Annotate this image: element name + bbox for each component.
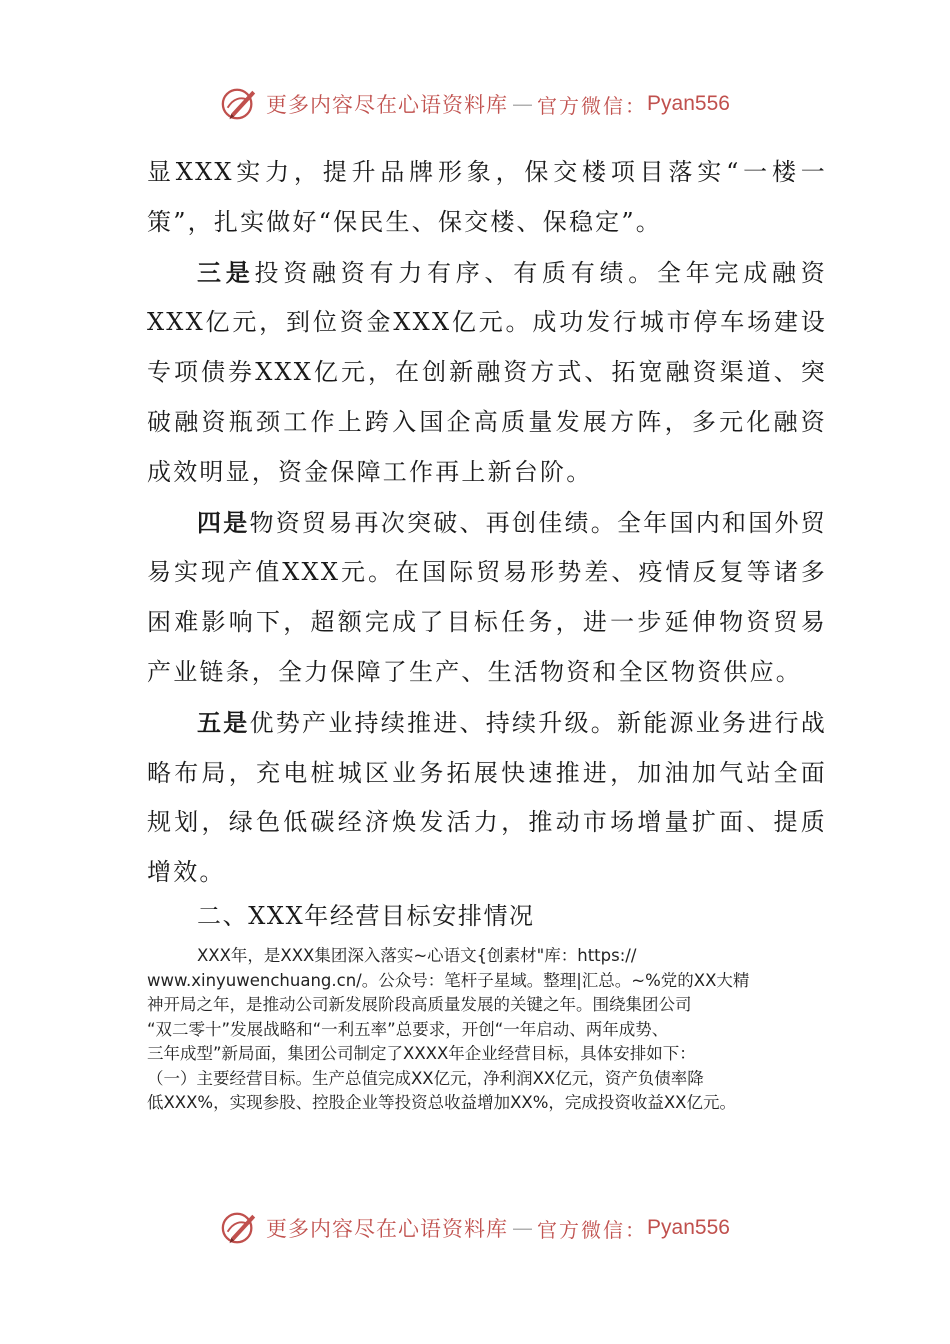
ad-separator: — bbox=[512, 1216, 534, 1240]
ad-slogan: 更多内容尽在心语资料库 bbox=[266, 93, 509, 117]
point-lead: 四是 bbox=[197, 507, 250, 537]
point-lead: 三是 bbox=[197, 257, 255, 287]
header-ad-banner bbox=[0, 82, 950, 126]
document-body bbox=[147, 148, 827, 898]
ad-wechat-label: 官方微信： bbox=[537, 1217, 648, 1242]
point-paragraph bbox=[147, 698, 827, 898]
small-text-line: 三年成型”新局面，集团公司制定了XXXX年企业经营目标，具体安排如下： bbox=[147, 1044, 696, 1063]
ad-slogan: 更多内容尽在心语资料库 bbox=[266, 1217, 509, 1241]
small-text-line: 低XXX%，实现参股、控股企业等投资总收益增加XX%，完成投资收益XX亿元。 bbox=[147, 1093, 736, 1112]
point-text: 物资贸易再次突破、再创佳绩。全年国内和国外贸易实现产值XXX元。在国际贸易形势差、疫情反复等诸多困难影响下，超额完成了目标任务，进一步延伸物资贸易产业链条，全力保障了生产、生活物资和全区物资供应。 bbox=[147, 508, 827, 686]
ad-wechat-id: Pyan556 bbox=[647, 1216, 730, 1239]
point-lead: 五是 bbox=[197, 707, 250, 737]
small-text-line: 神开局之年，是推动公司新发展阶段高质量发展的关键之年。围绕集团公司 bbox=[147, 995, 692, 1014]
footer-ad-banner bbox=[0, 1206, 950, 1250]
continuation-paragraph: 显XXX实力，提升品牌形象，保交楼项目落实“一楼一策”，扎实做好“保民生、保交楼、保稳定”。 bbox=[147, 158, 827, 236]
small-text-line: XXX年，是XXX集团深入落实~心语文{创素材"库：https:// bbox=[197, 946, 637, 965]
pen-logo-icon bbox=[220, 1209, 258, 1247]
point-paragraph bbox=[147, 248, 827, 498]
point-paragraph bbox=[147, 498, 827, 698]
ad-separator: — bbox=[512, 92, 534, 116]
point-text: 优势产业持续推进、持续升级。新能源业务进行战略布局，充电桩城区业务拓展快速推进，加油加气站全面规划，绿色低碳经济焕发活力，推动市场增量扩面、提质增效。 bbox=[147, 708, 827, 887]
small-text-line: “双二零十”发展战略和“一利五率”总要求，开创“一年启动、两年成势、 bbox=[147, 1019, 669, 1039]
small-text-line: （一）主要经营目标。生产总值完成XX亿元，净利润XX亿元，资产负债率降 bbox=[147, 1068, 704, 1088]
small-text-block bbox=[147, 944, 819, 1116]
section-heading: 二、XXX年经营目标安排情况 bbox=[197, 902, 535, 930]
small-text-line: www.xinyuwenchuang.cn/。公众号：笔杆子星域。整理|汇总。~%党的XX大精 bbox=[147, 970, 750, 990]
pen-logo-icon bbox=[220, 85, 258, 123]
ad-wechat-label: 官方微信： bbox=[537, 93, 648, 118]
ad-wechat-id: Pyan556 bbox=[647, 92, 730, 115]
point-text: 投资融资有力有序、有质有绩。全年完成融资XXX亿元，到位资金XXX亿元。成功发行城市停车场建设专项债券XXX亿元，在创新融资方式、拓宽融资渠道、突破融资瓶颈工作上跨入国企高质量发展方阵，多元化融资成效明显，资金保障工作再上新台阶。 bbox=[147, 258, 828, 486]
